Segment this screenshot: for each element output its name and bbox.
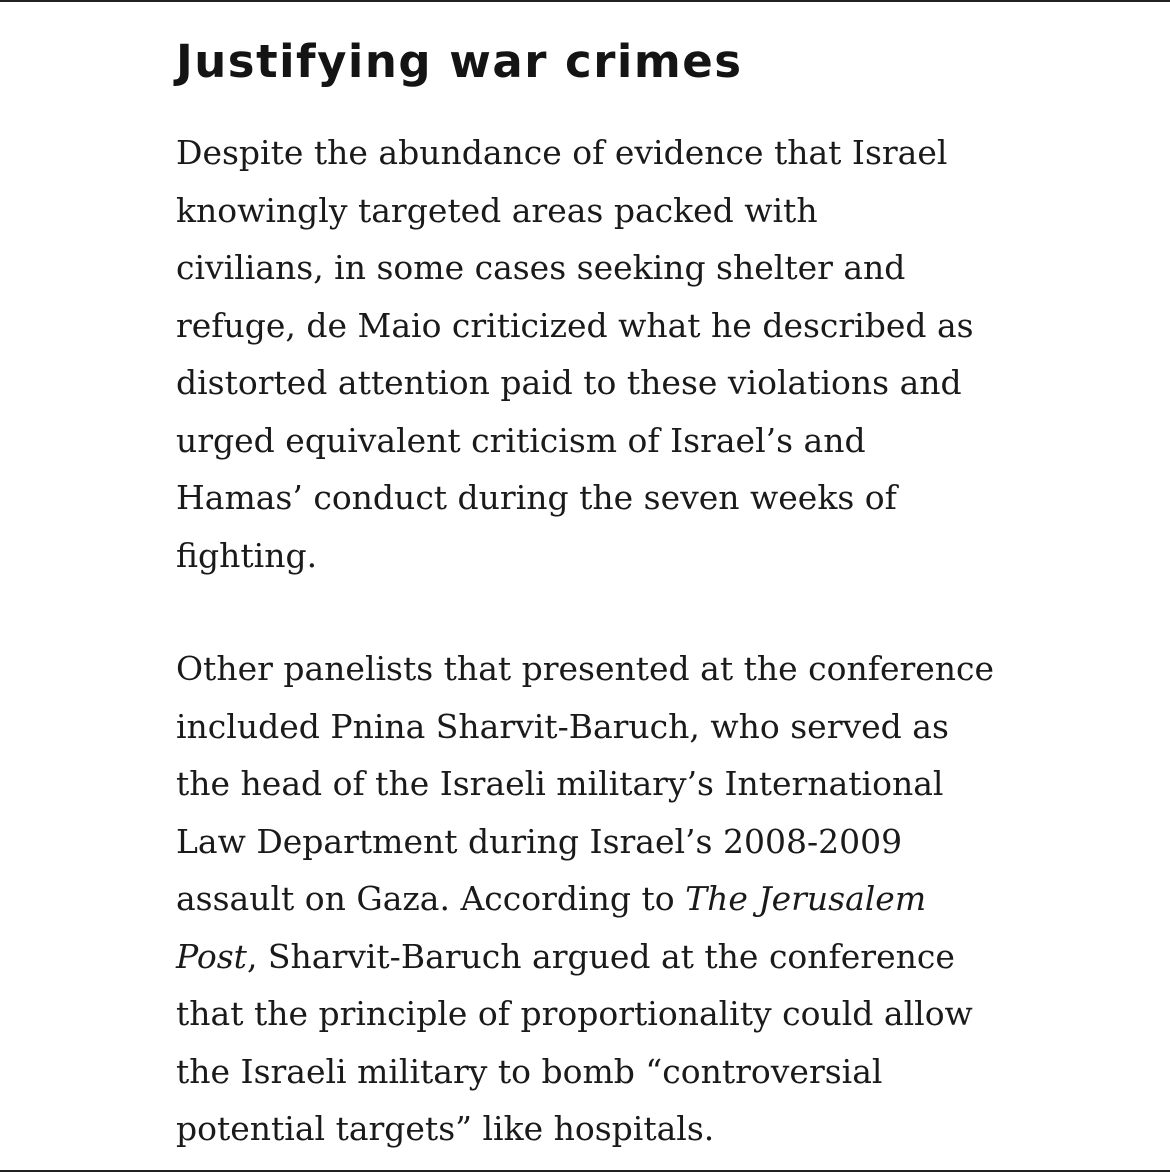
paragraph-2-line-5-text: assault on Gaza. According to xyxy=(176,879,686,918)
paragraph-1-line-8: fighting. xyxy=(176,535,318,575)
paragraph-2-line-7: that the principle of proportionality could allow xyxy=(176,994,973,1033)
paragraph-2-line-2: included Pnina Sharvit-Baruch, who served as xyxy=(176,706,949,746)
paragraph-2-line-3: the head of the Israeli military’s International xyxy=(176,764,944,803)
paragraph-1-line-2: knowingly targeted areas packed with xyxy=(176,190,818,230)
publication-name-part-2: Post xyxy=(176,936,247,976)
paragraph-1-line-4: refuge, de Maio criticized what he described as xyxy=(176,305,974,345)
article-body xyxy=(176,32,1076,1158)
paragraph-1-line-5: distorted attention paid to these violations and xyxy=(176,363,962,402)
paragraph-1-line-6: urged equivalent criticism of Israel’s and xyxy=(176,420,866,460)
paragraph-2-line-1: Other panelists that presented at the conference xyxy=(176,649,995,688)
section-heading: Justifying war crimes xyxy=(176,35,743,88)
paragraph-2-line-5 xyxy=(176,870,1076,928)
paragraph-2-line-6 xyxy=(176,928,1076,986)
paragraph-1-line-7: Hamas’ conduct during the seven weeks of xyxy=(176,478,897,517)
paragraph-2-line-4: Law Department during Israel’s 2008-2009 xyxy=(176,821,903,861)
paragraph-2-line-6-text: , Sharvit-Baruch argued at the conference xyxy=(246,936,955,976)
paragraph-2-line-8: the Israeli military to bomb “controversial xyxy=(176,1051,883,1091)
paragraph-2 xyxy=(176,640,1076,1158)
publication-name-part-1: The Jerusalem xyxy=(685,879,927,918)
paragraph-1-line-3: civilians, in some cases seeking shelter and xyxy=(176,248,906,287)
paragraph-1 xyxy=(176,124,1076,584)
paragraph-1-line-1: Despite the abundance of evidence that Israel xyxy=(176,133,948,172)
paragraph-2-line-9: potential targets” like hospitals. xyxy=(176,1109,715,1148)
